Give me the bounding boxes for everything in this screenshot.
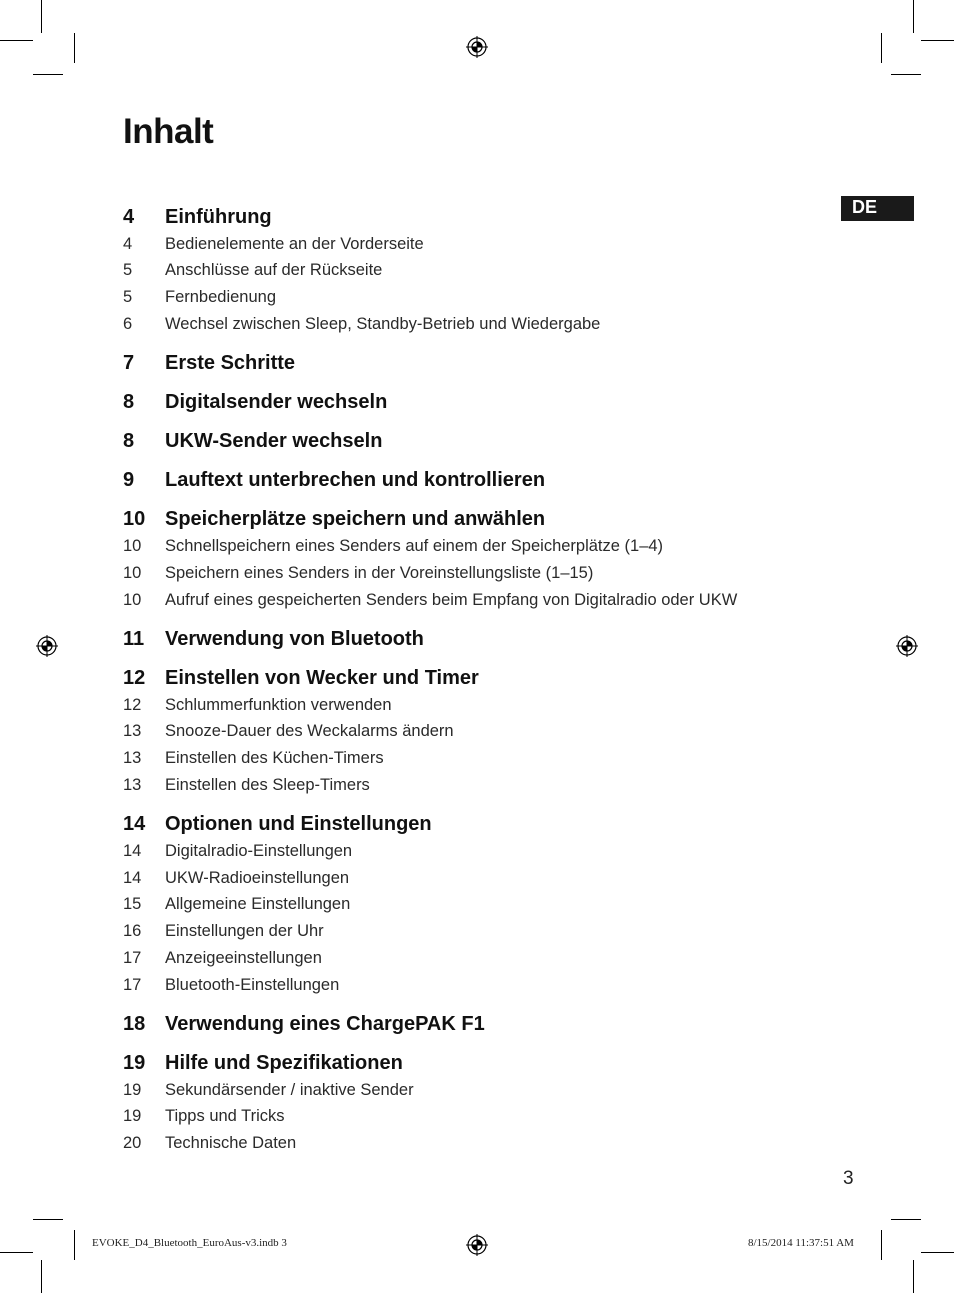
toc-entry-title: Digitalradio-Einstellungen [165,842,353,860]
toc-page-number: 16 [123,922,142,940]
toc-entry-title: Tipps und Tricks [165,1107,285,1125]
toc-entry-title: Einstellen des Sleep-Timers [165,776,370,794]
toc-entry [0,591,954,619]
toc-entry [0,722,954,750]
toc-entry-title: Speichern eines Senders in der Voreinstellungsliste (1–15) [165,564,594,582]
toc-page-number: 10 [123,591,142,609]
toc-entry-title: Verwendung von Bluetooth [165,628,424,650]
toc-page-number: 5 [123,288,133,306]
page-number: 3 [843,1168,854,1189]
toc-page-number: 4 [123,235,133,253]
toc-heading [0,391,954,419]
toc-entry-title: Anschlüsse auf der Rückseite [165,261,383,279]
toc-entry [0,1081,954,1109]
page-title: Inhalt [123,112,214,151]
toc-page-number: 19 [123,1052,146,1074]
toc-heading [0,508,954,536]
slug-filename: EVOKE_D4_Bluetooth_EuroAus-v3.indb 3 [92,1237,287,1249]
toc-page-number: 5 [123,261,133,279]
toc-page-number: 8 [123,391,135,413]
toc-page-number: 10 [123,537,142,555]
toc-page-number: 17 [123,949,142,967]
toc-entry [0,564,954,592]
toc-page-number: 12 [123,696,142,714]
toc-entry-title: Anzeigeeinstellungen [165,949,322,967]
toc-entry-title: Optionen und Einstellungen [165,813,432,835]
toc-entry-title: Technische Daten [165,1134,297,1152]
toc-heading [0,1052,954,1080]
toc-entry-title: Aufruf eines gespeicherten Senders beim Empfang von Digitalradio oder UKW [165,591,738,609]
toc-page-number: 14 [123,813,146,835]
toc-entry [0,922,954,950]
toc-entry-title: Einstellen des Küchen-Timers [165,749,384,767]
slug-timestamp: 8/15/2014 11:37:51 AM [748,1237,854,1249]
toc-entry [0,869,954,897]
toc-entry [0,288,954,316]
toc-heading [0,813,954,841]
toc-heading [0,667,954,695]
toc-heading [0,1013,954,1041]
toc-entry [0,776,954,804]
toc-page-number: 13 [123,776,142,794]
toc-entry [0,895,954,923]
toc-page-number: 15 [123,895,142,913]
toc-entry [0,696,954,724]
toc-entry-title: Fernbedienung [165,288,277,306]
toc-entry-title: Schlummerfunktion verwenden [165,696,392,714]
toc-entry-title: Verwendung eines ChargePAK F1 [165,1013,485,1035]
toc-page-number: 10 [123,508,146,530]
toc-entry-title: Sekundärsender / inaktive Sender [165,1081,414,1099]
toc-page-number: 9 [123,469,135,491]
toc-entry-title: Digitalsender wechseln [165,391,388,413]
toc-entry [0,537,954,565]
toc-heading [0,430,954,458]
toc-entry-title: Speicherplätze speichern und anwählen [165,508,546,530]
toc-entry [0,842,954,870]
toc-entry-title: Hilfe und Spezifikationen [165,1052,403,1074]
toc-entry-title: Einführung [165,206,272,228]
toc-entry [0,949,954,977]
toc-page-number: 14 [123,869,142,887]
toc-page-number: 11 [123,628,145,650]
toc-heading [0,628,954,656]
toc-entry [0,976,954,1004]
toc-page-number: 10 [123,564,142,582]
toc-page-number: 6 [123,315,133,333]
toc-page-number: 19 [123,1081,142,1099]
toc-heading [0,469,954,497]
toc-page-number: 19 [123,1107,142,1125]
toc-page-number: 13 [123,722,142,740]
toc-page-number: 13 [123,749,142,767]
toc-page-number: 14 [123,842,142,860]
toc-entry [0,749,954,777]
toc-entry-title: Bluetooth-Einstellungen [165,976,340,994]
toc-entry-title: Bedienelemente an der Vorderseite [165,235,424,253]
toc-entry-title: Erste Schritte [165,352,296,374]
toc-entry-title: UKW-Sender wechseln [165,430,383,452]
toc-page-number: 17 [123,976,142,994]
toc-entry-title: UKW-Radioeinstellungen [165,869,350,887]
toc-entry [0,261,954,289]
toc-entry-title: Allgemeine Einstellungen [165,895,351,913]
toc-entry-title: Schnellspeichern eines Senders auf einem der Speicherplätze (1–4) [165,537,664,555]
toc-entry-title: Snooze-Dauer des Weckalarms ändern [165,722,454,740]
toc-heading [0,206,954,234]
toc-page-number: 20 [123,1134,142,1152]
toc-page-number: 7 [123,352,135,374]
toc-entry [0,235,954,263]
toc-page-number: 4 [123,206,135,228]
toc-entry [0,1134,954,1162]
toc-entry-title: Lauftext unterbrechen und kontrollieren [165,469,546,491]
toc-page-number: 8 [123,430,135,452]
toc-entry [0,1107,954,1135]
toc-entry [0,315,954,343]
toc-page-number: 18 [123,1013,146,1035]
toc-page-number: 12 [123,667,146,689]
toc-entry-title: Wechsel zwischen Sleep, Standby-Betrieb und Wiedergabe [165,315,601,333]
toc-heading [0,352,954,380]
toc-entry-title: Einstellen von Wecker und Timer [165,667,479,689]
language-badge: DE [841,196,914,221]
toc-entry-title: Einstellungen der Uhr [165,922,324,940]
